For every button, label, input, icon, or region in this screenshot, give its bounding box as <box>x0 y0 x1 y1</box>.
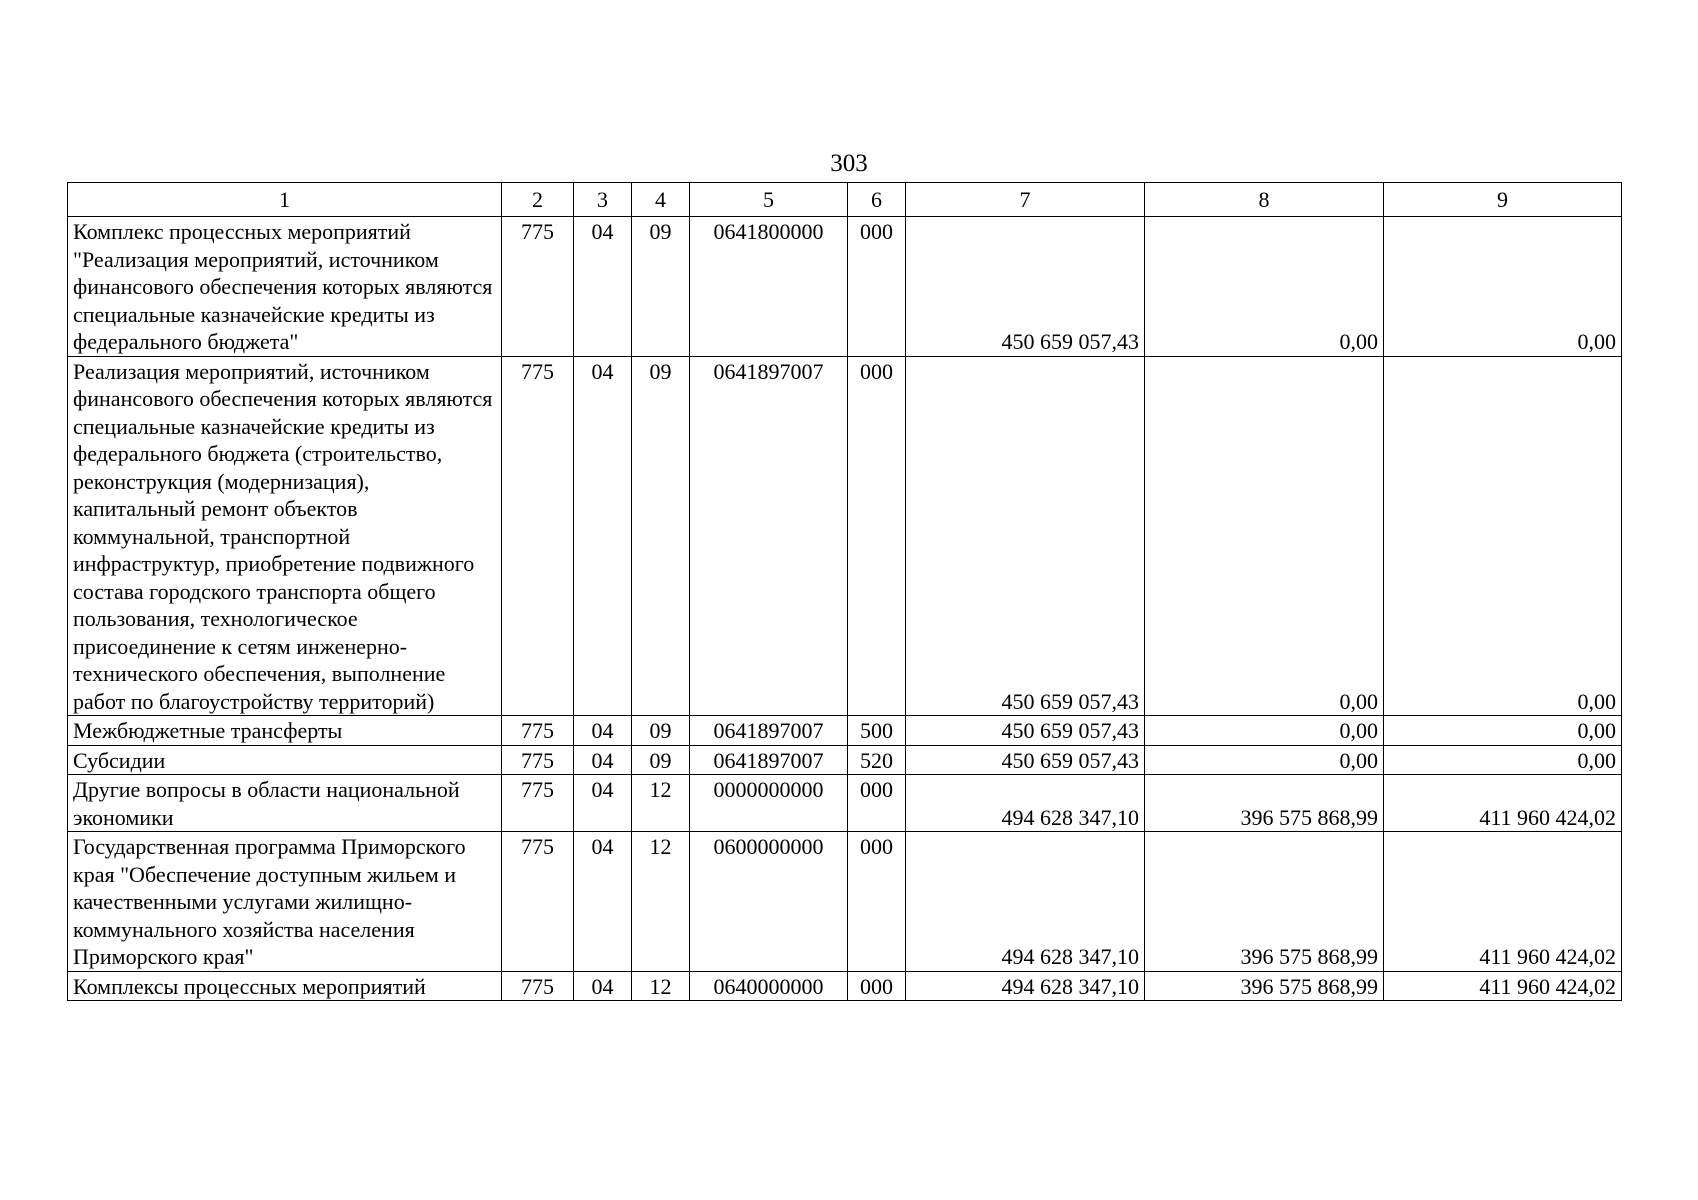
table-header-row <box>68 183 1622 217</box>
table-row <box>68 971 1622 1001</box>
row-code-6: 000 <box>848 217 906 357</box>
row-name: Государственная программа Приморского края "Обеспечение доступным жильем и качественными услугами жилищно-коммунального хозяйства населения Приморского края" <box>68 832 502 972</box>
row-name: Субсидии <box>68 745 502 775</box>
table-row <box>68 832 1622 972</box>
row-code-4: 09 <box>632 356 690 716</box>
row-code-3: 04 <box>574 217 632 357</box>
row-code-3: 04 <box>574 745 632 775</box>
row-amount-7: 494 628 347,10 <box>906 775 1145 832</box>
row-amount-8: 396 575 868,99 <box>1145 832 1384 972</box>
row-amount-9: 0,00 <box>1384 745 1622 775</box>
table-row <box>68 716 1622 746</box>
row-name: Комплекс процессных мероприятий "Реализация мероприятий, источником финансового обеспечения которых являются специальные казначейские кредиты из федерального бюджета" <box>68 217 502 357</box>
row-code-4: 12 <box>632 832 690 972</box>
row-code-3: 04 <box>574 775 632 832</box>
row-code-6: 000 <box>848 775 906 832</box>
row-amount-9: 0,00 <box>1384 356 1622 716</box>
table-row <box>68 745 1622 775</box>
row-amount-9: 0,00 <box>1384 716 1622 746</box>
row-code-3: 04 <box>574 356 632 716</box>
header-cell: 9 <box>1384 183 1622 217</box>
row-code-5: 0641897007 <box>690 356 848 716</box>
row-code-5: 0641800000 <box>690 217 848 357</box>
row-code-5: 0641897007 <box>690 716 848 746</box>
header-cell: 7 <box>906 183 1145 217</box>
budget-table <box>67 182 1622 1001</box>
row-amount-9: 0,00 <box>1384 217 1622 357</box>
row-name: Межбюджетные трансферты <box>68 716 502 746</box>
row-code-3: 04 <box>574 716 632 746</box>
header-cell: 4 <box>632 183 690 217</box>
row-amount-8: 0,00 <box>1145 745 1384 775</box>
row-code-2: 775 <box>502 832 574 972</box>
table-row <box>68 217 1622 357</box>
header-cell: 1 <box>68 183 502 217</box>
row-amount-8: 396 575 868,99 <box>1145 775 1384 832</box>
row-amount-8: 0,00 <box>1145 716 1384 746</box>
row-code-5: 0000000000 <box>690 775 848 832</box>
row-amount-8: 0,00 <box>1145 356 1384 716</box>
row-name: Реализация мероприятий, источником финансового обеспечения которых являются специальные казначейские кредиты из федерального бюджета (строительство, реконструкция (модернизация), капитальный ремонт объектов коммунальной, транспортной инфраструктур, приобретение подвижного состава городского транспорта общего пользования, технологическое присоединение к сетям инженерно-технического обеспечения, выполнение работ по благоустройству территорий) <box>68 356 502 716</box>
row-code-6: 000 <box>848 356 906 716</box>
row-amount-9: 411 960 424,02 <box>1384 832 1622 972</box>
page-number: 303 <box>830 150 868 177</box>
row-code-2: 775 <box>502 356 574 716</box>
header-cell: 6 <box>848 183 906 217</box>
header-cell: 8 <box>1145 183 1384 217</box>
row-code-4: 09 <box>632 745 690 775</box>
header-cell: 5 <box>690 183 848 217</box>
row-code-6: 520 <box>848 745 906 775</box>
row-code-2: 775 <box>502 971 574 1001</box>
row-code-5: 0600000000 <box>690 832 848 972</box>
header-cell: 2 <box>502 183 574 217</box>
row-code-3: 04 <box>574 832 632 972</box>
row-code-6: 500 <box>848 716 906 746</box>
row-amount-8: 396 575 868,99 <box>1145 971 1384 1001</box>
row-amount-9: 411 960 424,02 <box>1384 971 1622 1001</box>
row-code-2: 775 <box>502 217 574 357</box>
row-code-4: 09 <box>632 716 690 746</box>
row-code-5: 0640000000 <box>690 971 848 1001</box>
row-amount-7: 450 659 057,43 <box>906 716 1145 746</box>
row-code-4: 12 <box>632 971 690 1001</box>
row-code-6: 000 <box>848 971 906 1001</box>
row-amount-7: 494 628 347,10 <box>906 971 1145 1001</box>
header-cell: 3 <box>574 183 632 217</box>
row-amount-8: 0,00 <box>1145 217 1384 357</box>
row-code-5: 0641897007 <box>690 745 848 775</box>
row-code-6: 000 <box>848 832 906 972</box>
table-row <box>68 775 1622 832</box>
table-row <box>68 356 1622 716</box>
row-amount-7: 494 628 347,10 <box>906 832 1145 972</box>
row-code-4: 12 <box>632 775 690 832</box>
row-amount-7: 450 659 057,43 <box>906 745 1145 775</box>
row-code-3: 04 <box>574 971 632 1001</box>
row-name: Комплексы процессных мероприятий <box>68 971 502 1001</box>
row-code-2: 775 <box>502 745 574 775</box>
row-code-4: 09 <box>632 217 690 357</box>
row-amount-9: 411 960 424,02 <box>1384 775 1622 832</box>
row-code-2: 775 <box>502 775 574 832</box>
row-amount-7: 450 659 057,43 <box>906 217 1145 357</box>
row-name: Другие вопросы в области национальной экономики <box>68 775 502 832</box>
row-amount-7: 450 659 057,43 <box>906 356 1145 716</box>
row-code-2: 775 <box>502 716 574 746</box>
